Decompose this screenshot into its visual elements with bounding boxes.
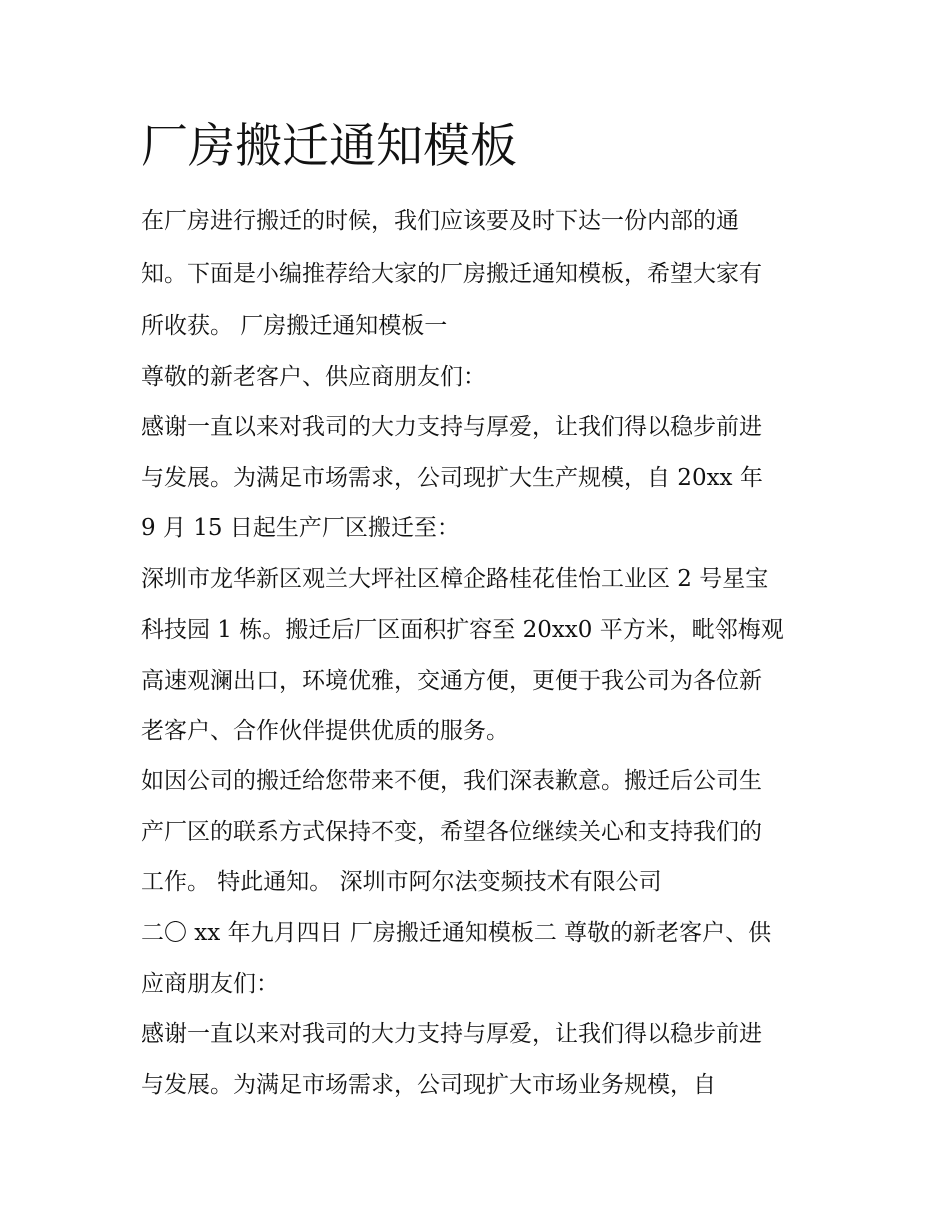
text-line: 深圳市龙华新区观兰大坪社区樟企路桂花佳怡工业区 2 号星宝 [141,566,769,592]
text-line: 尊敬的新老客户、供应商朋友们： [141,364,486,390]
text-line: 老客户、合作伙伴提供优质的服务。 [141,718,509,744]
text-line: 9 月 15 日起生产厂区搬迁至： [141,515,460,541]
text-line: 与发展。为满足市场需求，公司现扩大市场业务规模，自 [141,1072,716,1098]
text-line: 所收获。 厂房搬迁通知模板一 [141,313,448,339]
text-line: 科技园 1 栋。搬迁后厂区面积扩容至 20xx0 平方米，毗邻梅观 [141,617,784,643]
text-line: 产厂区的联系方式保持不变，希望各位继续关心和支持我们的 [141,819,762,845]
text-line: 如因公司的搬迁给您带来不便，我们深表歉意。搬迁后公司生 [141,768,762,794]
text-line: 知。下面是小编推荐给大家的厂房搬迁通知模板，希望大家有 [141,261,762,287]
page-title: 厂房搬迁通知模板 [141,119,517,174]
text-line: 工作。 特此通知。 深圳市阿尔法变频技术有限公司 [141,869,662,895]
text-line: 高速观澜出口，环境优雅，交通方便，更便于我公司为各位新 [141,668,762,694]
text-line: 感谢一直以来对我司的大力支持与厚爱，让我们得以稳步前进 [141,1021,762,1047]
text-line: 应商朋友们： [141,971,279,997]
text-line: 二〇 xx 年九月四日 厂房搬迁通知模板二 尊敬的新老客户、供 [141,920,772,946]
text-line: 感谢一直以来对我司的大力支持与厚爱，让我们得以稳步前进 [141,414,762,440]
text-line: 在厂房进行搬迁的时候，我们应该要及时下达一份内部的通 [141,208,739,234]
text-line: 与发展。为满足市场需求，公司现扩大生产规模，自 20xx 年 [141,465,763,491]
